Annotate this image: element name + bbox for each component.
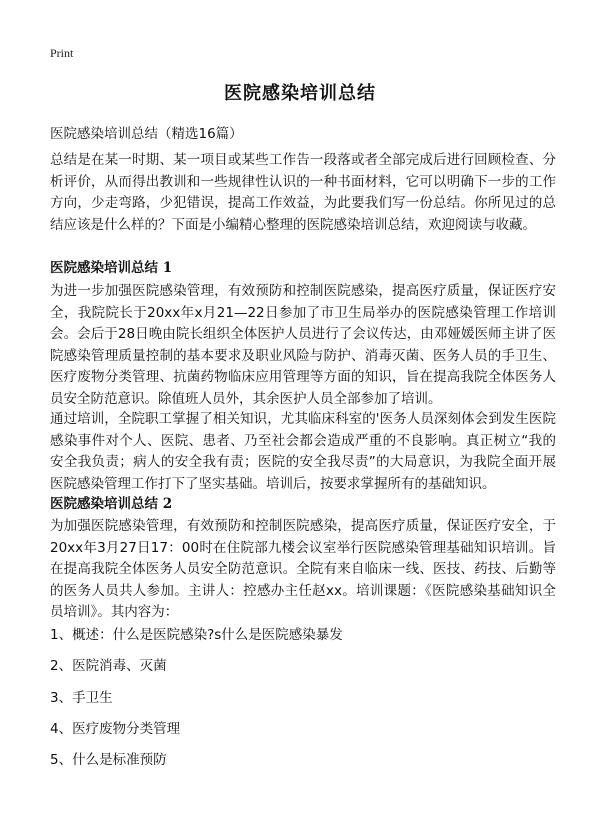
list-item-2: 2、医院消毒、灭菌 — [50, 658, 167, 674]
document-subtitle: 医院感染培训总结（精选16篇） — [50, 126, 243, 142]
intro-paragraph: 总结是在某一时期、某一项目或某些工作告一段落或者全部完成后进行回顾检查、分析评价，从而得出教训和一些规律性认识的一种书面材料，它可以明确下一步的工作方向，少走弯路，少犯错误，提高工作效益，为此要我们写一份总结。你所见过的总结应该是什么样的？下面是小编精心整理的医院感染培训总结，欢迎阅读与收藏。 — [50, 152, 556, 233]
section-1-paragraph-2: 通过培训，全院职工掌握了相关知识，尤其临床科室的'医务人员深刻体会到发生医院感染事件对个人、医院、患者、乃至社会都会造成严重的不良影响。真正树立“我的安全我负责；病人的安全我有责；医院的安全我尽责”的大局意识，为我院全面开展医院感染管理工作打下了坚实基础。培训后，按要求掌握所有的基础知识。 — [50, 411, 556, 492]
section-heading-1: 医院感染培训总结 1 — [50, 260, 173, 276]
list-item-5: 5、什么是标准预防 — [50, 752, 167, 768]
section-heading-2: 医院感染培训总结 2 — [50, 496, 173, 512]
section-1-paragraph-1: 为进一步加强医院感染管理，有效预防和控制医院感染，提高医疗质量，保证医疗安全，我院院长于20xx年x月21—22日参加了市卫生局举办的医院感染管理工作培训会。会后于28日晚由院长组织全体医护人员进行了会议传达，由邓娅媛医师主讲了医院感染管理质量控制的基本要求及职业风险与防护、消毒灭菌、医务人员的手卫生、医疗废物分类管理、抗菌药物临床应用管理等方面的知识，旨在提高我院全体医务人员安全防范意识。除值班人员外，其余医护人员全部参加了培训。 — [50, 283, 556, 407]
section-2-paragraph-1: 为加强医院感染管理，有效预防和控制医院感染，提高医疗质量，保证医疗安全，于20xx年3月27日17：00时在住院部九楼会议室举行医院感染管理基础知识培训。旨在提高我院全体医务人员安全防范意识。全院有来自临床一线、医技、药技、后勤等的医务人员共人参加。主讲人：控感办主任赵xx。培训课题：《医院感染基础知识全员培训》。其内容为： — [50, 518, 556, 620]
list-item-4: 4、医疗废物分类管理 — [50, 721, 181, 737]
list-item-3: 3、手卫生 — [50, 690, 113, 706]
document-title: 医院感染培训总结 — [224, 83, 376, 104]
print-link[interactable]: Print — [50, 46, 74, 60]
list-item-1: 1、概述：什么是医院感染?s什么是医院感染暴发 — [50, 627, 343, 643]
